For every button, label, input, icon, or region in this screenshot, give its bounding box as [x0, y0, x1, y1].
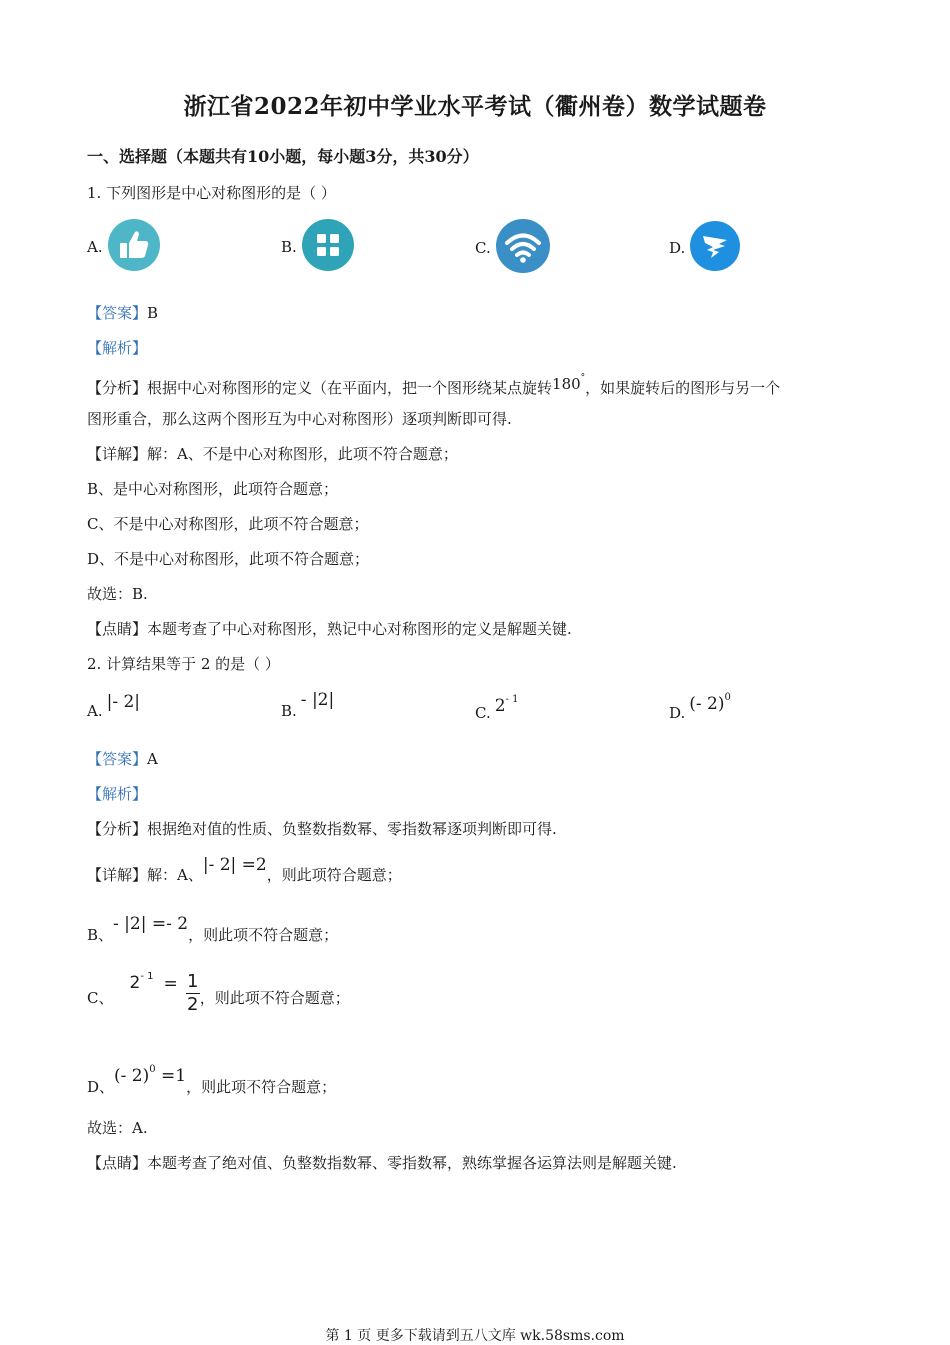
q2-option-d [669, 692, 731, 722]
q1-answer [87, 303, 158, 323]
q1-dianjing-text: 本题考查了中心对称图形，熟记中心对称图形的定义是解题关键. [147, 620, 572, 638]
q2-line-d-prefix: D、 [87, 1078, 115, 1096]
q2-dianjing [87, 1153, 677, 1173]
fraction-numerator: 1 [186, 971, 199, 992]
q2-xiangjie-math: |- 2| =2 [202, 855, 267, 875]
q2-line-c-suffix: ，则此项不符合题意； [199, 988, 350, 1007]
q2-option-d-math: (- 2)$^0$ [689, 692, 731, 714]
q2-dianjing-tag: 【点睛】 [87, 1154, 148, 1172]
page-footer: 第 1 页 更多下载请到五八文库 wk.58sms.com [325, 1328, 625, 1344]
q1-answer-value: B [147, 304, 159, 322]
q1-answer-tag: 【答案】 [87, 304, 148, 322]
q2-option-c-label: C. [475, 704, 491, 722]
q2-option-a [87, 692, 141, 720]
q2-line-c-power: $2^{- 1}$ [129, 970, 154, 993]
q2-line-d-suffix: ，则此项不符合题意； [186, 1078, 337, 1096]
q1-option-d [669, 220, 741, 276]
q1-fenxi-text-1: 根据中心对称图形的定义（在平面内，把一个图形绕某点旋转 [147, 379, 553, 397]
q1-option-c-label: C. [475, 239, 491, 257]
q1-analysis-tag: 【解析】 [87, 339, 148, 357]
document-title: 浙江省2022年初中学业水平考试（衢州卷）数学试题卷 [183, 93, 767, 120]
q2-line-b-math: - |2| =- 2 [113, 914, 189, 934]
q2-xiangjie [87, 855, 402, 884]
q2-option-c-math: $2^{- 1}$ [494, 694, 519, 716]
q2-analysis-tag: 【解析】 [87, 785, 148, 803]
q1-option-d-label: D. [669, 239, 686, 257]
q2-option-b [281, 690, 335, 720]
q2-stem: 2. 计算结果等于 2 的是（ ） [87, 655, 280, 673]
q2-answer-value: A [147, 750, 158, 768]
q1-choice: 故选：B. [87, 585, 148, 603]
q1-fenxi-line-2: 图形重合，那么这两个图形互为中心对称图形）逐项判断即可得. [87, 410, 512, 428]
q1-line-b: B、是中心对称图形，此项符合题意； [87, 480, 339, 498]
q2-line-c [87, 972, 350, 1015]
q2-line-c-fraction [186, 972, 200, 1015]
q1-line-c: C、不是中心对称图形，此项不符合题意； [87, 515, 369, 533]
q2-line-b-suffix: ，则此项不符合题意； [188, 926, 339, 944]
q1-fenxi-text-2: ，如果旋转后的图形与另一个 [585, 379, 781, 397]
q2-option-a-label: A. [87, 702, 103, 720]
q2-xiangjie-prefix: 解：A、 [147, 866, 203, 884]
q2-option-a-math: |- 2| [106, 692, 141, 712]
q2-dianjing-text: 本题考查了绝对值、负整数指数幂、零指数幂，熟练掌握各运算法则是解题关键. [147, 1154, 677, 1172]
q2-line-d-math: (- 2)$^0$ =1 [114, 1064, 187, 1086]
wifi-icon [495, 218, 551, 278]
bird-logo-icon [689, 220, 741, 276]
q1-fenxi-tag: 【分析】 [87, 379, 148, 397]
q2-option-c [475, 694, 519, 722]
q1-option-a [87, 218, 161, 276]
q2-line-b [87, 914, 339, 944]
q1-xiangjie [87, 444, 458, 464]
q2-line-b-prefix: B、 [87, 926, 114, 944]
q2-choice: 故选：A. [87, 1119, 148, 1137]
thumbs-up-icon [107, 218, 161, 276]
q2-fenxi [87, 819, 557, 839]
grid-icon [301, 218, 355, 276]
q1-dianjing [87, 619, 572, 639]
q2-line-c-prefix: C、 [87, 988, 114, 1007]
q1-line-d: D、不是中心对称图形，此项不符合题意； [87, 550, 370, 568]
q1-dianjing-tag: 【点睛】 [87, 620, 148, 638]
q1-option-b [281, 218, 355, 276]
q1-stem: 1. 下列图形是中心对称图形的是（ ） [87, 184, 336, 202]
q2-answer-tag: 【答案】 [87, 750, 148, 768]
fraction-denominator: 2 [186, 994, 199, 1015]
q1-xiangjie-tag: 【详解】 [87, 445, 148, 463]
q1-option-c [475, 218, 551, 278]
q1-fenxi-degree: 180° [552, 373, 586, 393]
q2-option-d-label: D. [669, 704, 686, 722]
q1-option-a-label: A. [87, 238, 103, 256]
q2-option-b-label: B. [281, 702, 297, 720]
q2-xiangjie-suffix: ，则此项符合题意； [266, 866, 402, 884]
q2-fenxi-tag: 【分析】 [87, 820, 148, 838]
q2-answer [87, 749, 158, 769]
q1-fenxi [87, 372, 780, 398]
q1-xiangjie-text: 解：A、不是中心对称图形，此项不符合题意； [147, 445, 458, 463]
section-title: 一、选择题（本题共有10小题，每小题3分，共30分） [87, 147, 479, 166]
q2-xiangjie-tag: 【详解】 [87, 866, 148, 884]
q2-option-b-math: - |2| [300, 690, 335, 710]
q1-option-b-label: B. [281, 238, 297, 256]
q2-fenxi-text: 根据绝对值的性质、负整数指数幂、零指数幂逐项判断即可得. [147, 820, 557, 838]
q2-line-c-equals: = [163, 973, 178, 994]
q2-line-d [87, 1060, 337, 1096]
